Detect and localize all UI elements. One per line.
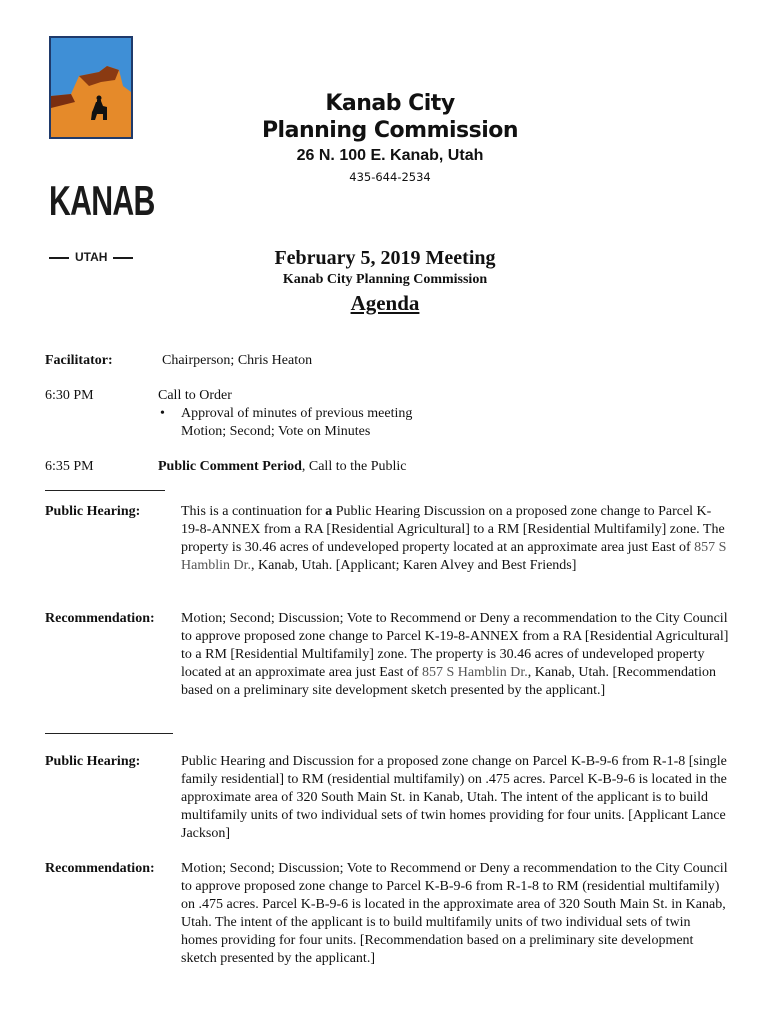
- recommendation-text-1: [181, 610, 729, 700]
- call-to-order: Call to Order: [158, 388, 232, 403]
- public-hearing-text-1: [181, 503, 729, 575]
- logo-landscape-icon: [49, 36, 133, 139]
- hearing1-post: , Kanab, Utah. [Applicant; Karen Alvey and Best Friends]: [251, 558, 577, 573]
- time-635: 6:35 PM: [45, 459, 94, 474]
- rec1-post: , Kanab, Utah. [Recommendation based on a preliminary site development sketch presented by the applicant.]: [181, 665, 716, 698]
- public-hearing-label-1: Public Hearing:: [45, 504, 141, 519]
- meeting-title: February 5, 2019 Meeting: [274, 247, 496, 269]
- minutes-motion: Motion; Second; Vote on Minutes: [181, 424, 371, 439]
- rec1-address: 857 S Hamblin Dr.: [422, 665, 528, 680]
- hearing1-bold: a: [325, 504, 333, 519]
- header-title-line1: Kanab City: [325, 91, 455, 116]
- header-title-line2: Planning Commission: [261, 118, 519, 143]
- logo-utah-text: UTAH: [75, 250, 108, 264]
- agenda-heading: Agenda: [350, 291, 420, 315]
- bullet-icon: •: [160, 406, 165, 421]
- time-630: 6:30 PM: [45, 388, 94, 403]
- public-hearing-text-2: Public Hearing and Discussion for a proposed zone change on Parcel K-B-9-6 from R-1-8 [single family residential] to RM (residential multifamily) on .475 acres. Parcel K-B-9-6 is located in the approximate area of 320 South Main St. in Kanab, Utah. The intent of the applicant is to build multifamily units of two individual sets of twin homes providing for four units. [Applicant Lance Jackson]: [181, 754, 727, 841]
- public-comment-title: Public Comment Period: [158, 459, 302, 474]
- minutes-approval: Approval of minutes of previous meeting: [181, 406, 413, 421]
- logo-subtitle: [49, 250, 137, 264]
- kanab-logo: [49, 36, 155, 264]
- logo-divider-left: [49, 257, 69, 259]
- recommendation-label-1: Recommendation:: [45, 611, 155, 626]
- facilitator-label: Facilitator:: [45, 353, 113, 368]
- logo-wordmark: KANAB: [49, 177, 155, 224]
- hearing1-address: 857 S Hamblin Dr.: [181, 540, 727, 573]
- header-phone: 435-644-2534: [349, 170, 431, 184]
- section-divider-2: [45, 733, 173, 734]
- header-address: 26 N. 100 E. Kanab, Utah: [296, 147, 484, 164]
- facilitator-value: Chairperson; Chris Heaton: [162, 353, 313, 368]
- recommendation-label-2: Recommendation:: [45, 861, 155, 876]
- public-comment-item: [158, 458, 406, 476]
- logo-divider-right: [113, 257, 133, 259]
- hearing1-pre: This is a continuation for: [181, 504, 326, 519]
- recommendation-text-2: Motion; Second; Discussion; Vote to Recommend or Deny a recommendation to the City Council to approve proposed zone change to Parcel K-B-9-6 from R-1-8 to RM (residential multifamily) on .475 acres. Parcel K-B-9-6 is located in the approximate area of 320 South Main St. in Kanab, Utah. The intent of the applicant is to build multifamily units of two individual sets of twin homes providing for four units. [Recommendation based on a preliminary site development sketch presented by the applicant.]: [181, 861, 728, 966]
- section-divider-1: [45, 490, 165, 491]
- public-comment-rest: , Call to the Public: [301, 459, 407, 474]
- meeting-subtitle: Kanab City Planning Commission: [282, 272, 488, 287]
- rec1-pre: Motion; Second; Discussion; Vote to Recommend or Deny a recommendation to the City Council to approve proposed zone change to Parcel K-19-8-ANNEX from a RA [Residential Agricultural] to a RM [Residential Multifamily] zone. The property is 30.46 acres of undeveloped property located at an approximate area just East of: [181, 611, 729, 680]
- public-hearing-label-2: Public Hearing:: [45, 754, 141, 769]
- hearing1-mid: Public Hearing Discussion on a proposed zone change to Parcel K-19-8-ANNEX from a RA [Residential Agricultural] to a RM [Residential Multifamily] zone. The property is 30.46 acres of undeveloped property located at an approximate area just East of: [181, 504, 725, 555]
